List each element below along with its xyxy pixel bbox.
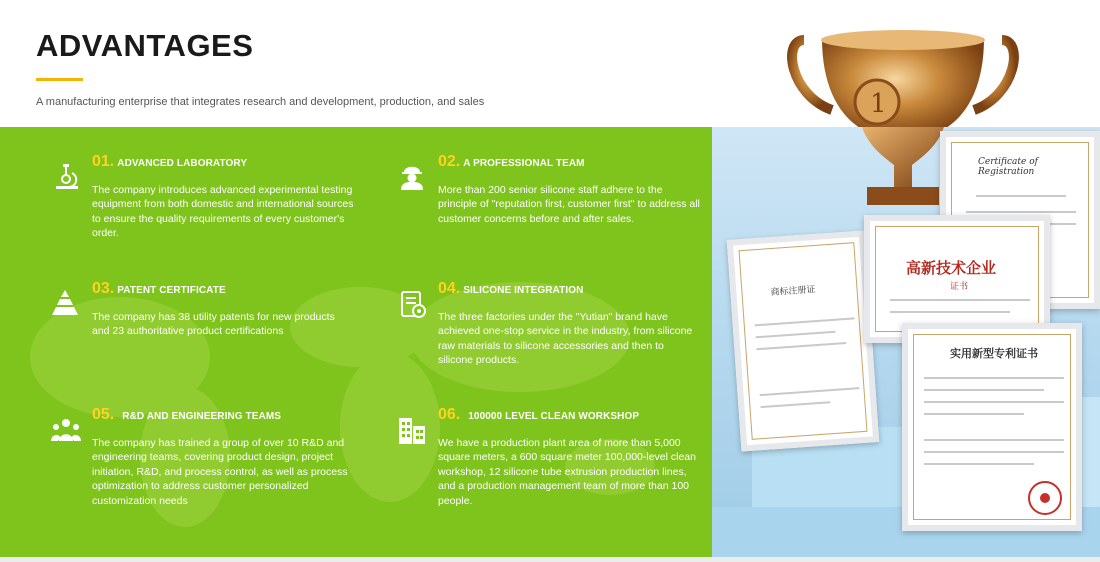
- advantage-title: 100000 LEVEL CLEAN WORKSHOP: [468, 411, 640, 422]
- certificates-photo: [712, 127, 1100, 557]
- trademark-certificate: [727, 230, 879, 451]
- advantage-number: 04.: [438, 280, 461, 297]
- advantage-title: PATENT CERTIFICATE: [117, 285, 226, 296]
- patent-title: 实用新型专利证书: [950, 347, 1038, 360]
- advantage-heading: [92, 153, 247, 171]
- team-icon: [50, 416, 80, 446]
- advantage-heading: [92, 280, 226, 298]
- advantage-heading: [438, 153, 585, 171]
- advantage-description: We have a production plant area of more than 5,000 square meters, a 600 square meter 100,000-level clean workshop, 12 silicone tube extrusion production lines, and a production management team of more than 100 people.: [438, 437, 696, 507]
- microscope-icon: [52, 161, 82, 191]
- advantage-title: ADVANCED LABORATORY: [117, 158, 248, 169]
- engineer-icon: [397, 161, 427, 191]
- advantage-title: SILICONE INTEGRATION: [463, 285, 584, 296]
- registration-title: Certificate of Registration: [978, 157, 1038, 177]
- red-seal-icon: [1026, 479, 1064, 517]
- advantage-number: 01.: [92, 153, 115, 170]
- advantage-title: A PROFESSIONAL TEAM: [463, 158, 585, 169]
- buildings-icon: [397, 414, 427, 444]
- advantage-heading: [438, 280, 583, 298]
- advantage-title: R&D AND ENGINEERING TEAMS: [122, 411, 282, 422]
- advantage-number: 02.: [438, 153, 461, 170]
- trademark-title: 商标注册证: [770, 285, 816, 299]
- advantage-heading: [438, 406, 639, 424]
- trophy-image-top: [712, 0, 1100, 127]
- title-underline: [36, 78, 83, 81]
- document-gear-icon: [398, 290, 428, 320]
- advantage-number: 05.: [92, 406, 115, 423]
- trophy-icon: [712, 0, 1100, 127]
- pyramid-icon: [50, 288, 80, 318]
- high-tech-title: 高新技术企业: [906, 259, 997, 277]
- high-tech-subtitle: 证书: [950, 282, 969, 292]
- advantage-description: The company has trained a group of over 10 R&D and engineering teams, covering product design, project initiation, R&D, and process control, as well as process optimization to address customer personalized customization needs: [92, 437, 348, 507]
- advantage-heading: [92, 406, 281, 424]
- advantage-description: The company introduces advanced experimental testing equipment from both domestic and international sources to ensure the quality requirements of every customer's order.: [92, 184, 354, 240]
- advantages-panel: [0, 127, 712, 557]
- advantage-description: The company has 38 utility patents for new products and 23 authoritative product certifications: [92, 311, 335, 338]
- patent-certificate: [902, 323, 1082, 531]
- advantage-number: 03.: [92, 280, 115, 297]
- advantage-description: The three factories under the "Yutian" brand have achieved one-stop service in the industry, from silicone raw materials to silicone accessories and then to silicone products.: [438, 311, 693, 367]
- page-subtitle: A manufacturing enterprise that integrates research and development, production, and sales: [36, 96, 485, 108]
- svg-text:1: 1: [870, 89, 887, 119]
- bottom-divider: [0, 557, 1100, 562]
- page-title: ADVANTAGES: [36, 28, 254, 63]
- advantage-number: 06.: [438, 406, 461, 423]
- advantage-description: More than 200 senior silicone staff adhere to the principle of "reputation first, customer first" to address all customer concerns before and after sales.: [438, 184, 700, 225]
